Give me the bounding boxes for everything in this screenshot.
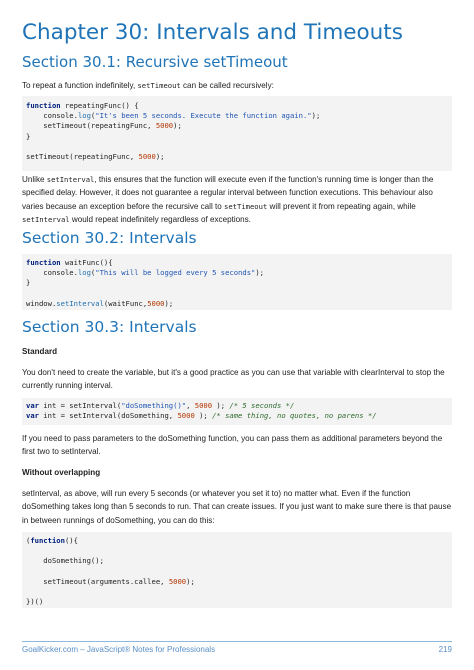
code-line xyxy=(26,101,452,111)
code-comment: /* same thing, no quotes, no parens */ xyxy=(212,411,377,421)
code-keyword: function xyxy=(26,258,61,267)
code-text: setTimeout(repeatingFunc, xyxy=(26,121,156,131)
footer-divider xyxy=(22,641,452,642)
code-line-blank xyxy=(26,546,452,556)
code-line xyxy=(26,268,452,278)
code-number: 5000 xyxy=(155,121,174,131)
code-string: "This will be logged every 5 seconds" xyxy=(95,268,256,278)
code-text: console. xyxy=(26,268,78,278)
code-block-setinterval xyxy=(22,398,452,425)
code-line xyxy=(26,152,452,162)
footer-book-title: GoalKicker.com – JavaScript® Notes for Professionals xyxy=(22,645,216,654)
intro-paragraph xyxy=(22,79,452,92)
code-text: (){ xyxy=(64,536,78,545)
code-keyword: function xyxy=(26,101,61,110)
code-line xyxy=(26,401,452,411)
code-line xyxy=(26,411,452,421)
section-title-intervals-2: Section 30.3: Intervals xyxy=(22,318,197,336)
code-text: ); xyxy=(164,298,174,308)
code-line-blank xyxy=(26,289,452,299)
code-text: setTimeout(repeatingFunc, xyxy=(26,151,139,161)
code-text: ); xyxy=(311,111,321,121)
code-text: ); xyxy=(186,576,195,586)
inline-code: setInterval xyxy=(22,215,70,225)
text-span: would repeat indefinitely regardless of exceptions. xyxy=(69,215,251,225)
code-text: console. xyxy=(26,111,78,121)
code-function: log xyxy=(77,111,91,121)
without-overlapping-paragraph: setInterval, as above, will run every 5 seconds (or whatever you set it to) no matter what. Even if the function doSomething takes long than 5 seconds to run. That can create issues. If you just want to make sure there is that pause in between runnings of doSomething, you can do this: xyxy=(22,489,452,525)
code-text: ); xyxy=(255,268,265,278)
code-string: "It's been 5 seconds. Execute the function again." xyxy=(95,111,312,121)
code-line: } xyxy=(26,278,31,288)
unlike-setinterval-paragraph xyxy=(22,173,452,227)
code-line-blank xyxy=(26,567,452,577)
text-span: Unlike xyxy=(22,175,47,184)
code-keyword: var xyxy=(26,411,39,421)
code-line xyxy=(26,577,452,587)
text-span: , this ensures that the function will execute even if the function's running time is longer than the specified delay. However, it does not guarantee a regular interval between function executions. This behaviour also varies because an exception before the recursive call to xyxy=(22,175,434,211)
section-title-recursive-settimeout: Section 30.1: Recursive setTimeout xyxy=(22,53,288,71)
code-number: 5000 xyxy=(138,151,156,161)
code-text: ); xyxy=(194,411,213,421)
code-line: } xyxy=(26,131,31,141)
code-text: int = setInterval(doSomething, xyxy=(38,411,178,421)
code-line-blank xyxy=(26,142,452,152)
code-text: ); xyxy=(173,121,182,131)
page-number: 219 xyxy=(438,645,452,654)
code-block-no-overlap xyxy=(22,532,452,608)
chapter-title: Chapter 30: Intervals and Timeouts xyxy=(22,20,403,45)
code-text: waitFunc(){ xyxy=(60,258,113,267)
code-function: log xyxy=(77,268,91,278)
code-block-recursive xyxy=(22,96,452,171)
code-text: , xyxy=(186,401,195,410)
without-overlapping-heading: Without overlapping xyxy=(22,468,101,477)
code-line-blank xyxy=(26,587,452,597)
standard-paragraph: You don't need to create the variable, but it's a good practice as you can use that variable with clearInterval to stop the currently running interval. xyxy=(22,368,445,391)
code-text: (waitFunc, xyxy=(103,298,148,308)
code-text: window. xyxy=(26,298,57,308)
code-text: int = setInterval( xyxy=(38,401,122,410)
code-comment: /* 5 seconds */ xyxy=(229,401,295,410)
code-text: repeatingFunc() { xyxy=(60,101,139,110)
section-title-intervals: Section 30.2: Intervals xyxy=(22,229,197,247)
inline-code: setTimeout xyxy=(137,81,181,90)
code-block-intervals xyxy=(22,254,452,310)
code-text: setTimeout(arguments.callee, xyxy=(26,576,169,586)
code-line xyxy=(26,111,452,121)
code-line xyxy=(26,258,452,268)
text-span: To repeat a function indefinitely, xyxy=(22,81,138,90)
inline-code: setInterval xyxy=(46,175,95,184)
parameters-paragraph: If you need to pass parameters to the doSomething function, you can pass them as additional parameters beyond the first two to setInterval. xyxy=(22,434,443,457)
code-text: ); xyxy=(212,401,230,410)
code-text: ( xyxy=(90,111,96,121)
code-line: })() xyxy=(26,597,44,607)
text-span: can be called recursively: xyxy=(180,81,274,90)
standard-heading: Standard xyxy=(22,347,58,356)
code-line: doSomething(); xyxy=(26,556,104,566)
code-number: 5000 xyxy=(177,411,195,421)
code-text: ); xyxy=(155,151,165,161)
inline-code: setTimeout xyxy=(224,201,268,211)
text-span: will prevent it from repeating again, while xyxy=(267,201,416,211)
code-text: ( xyxy=(26,536,31,545)
code-string: "doSomething()" xyxy=(121,401,187,410)
code-number: 5000 xyxy=(168,576,187,586)
code-line xyxy=(26,121,452,131)
code-keyword: var xyxy=(26,401,39,410)
code-line xyxy=(26,299,452,309)
code-number: 5000 xyxy=(194,401,213,410)
code-keyword: function xyxy=(30,536,65,545)
code-line xyxy=(26,536,452,546)
code-function: setInterval xyxy=(56,298,104,308)
code-number: 5000 xyxy=(147,298,165,308)
code-text: ( xyxy=(90,268,96,278)
